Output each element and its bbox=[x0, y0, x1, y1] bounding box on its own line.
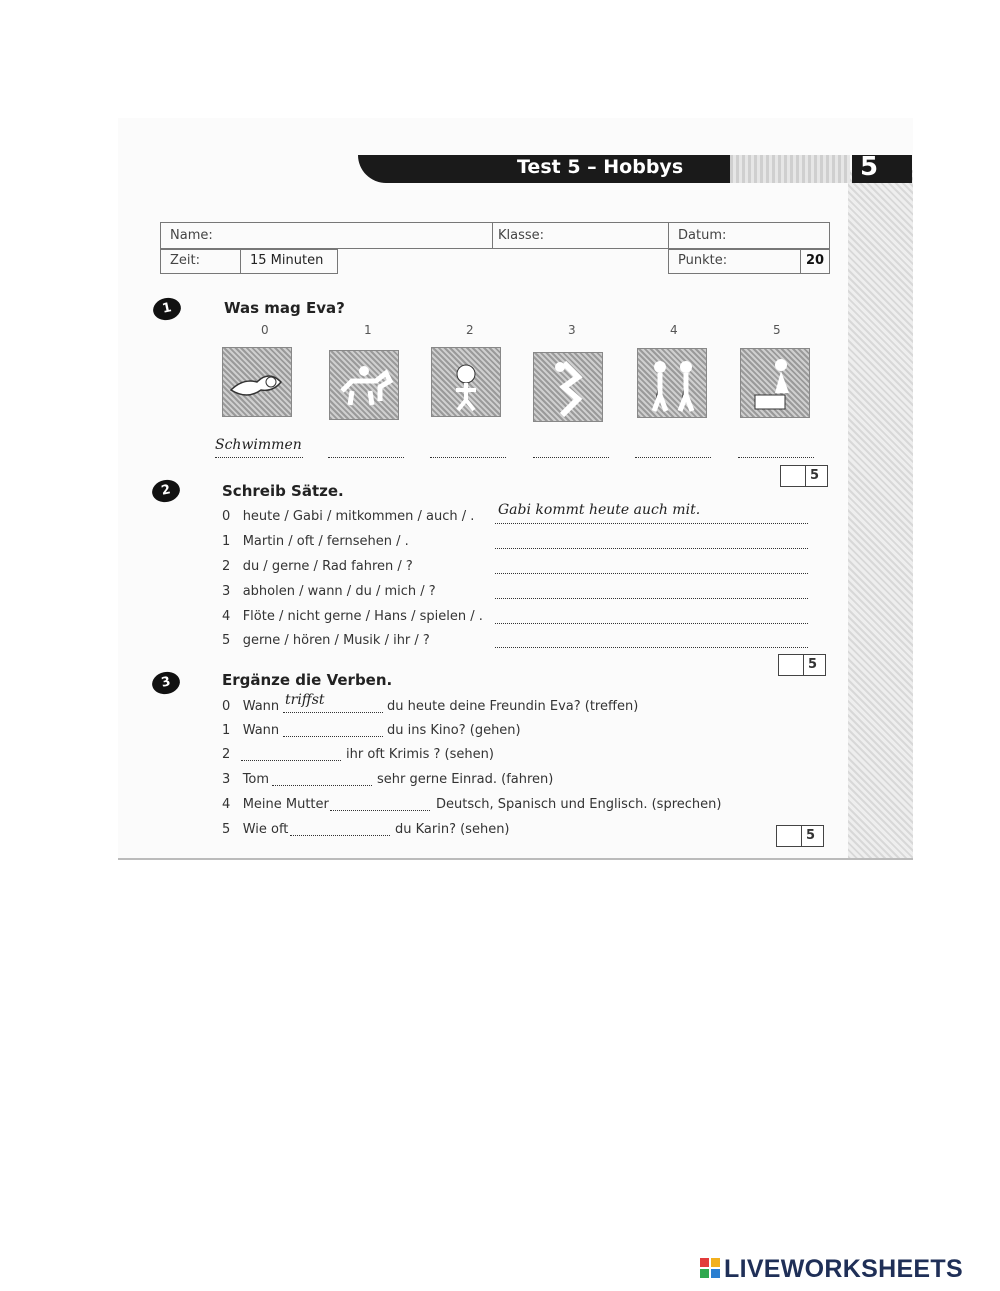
logo-mark-icon bbox=[700, 1258, 720, 1278]
sentence-answer-field-3[interactable] bbox=[495, 597, 808, 599]
answer-line bbox=[215, 456, 303, 458]
verb-item-rest: du ins Kino? (gehen) bbox=[387, 723, 521, 738]
verb-item-rest: Deutsch, Spanisch und Englisch. (sprechen) bbox=[436, 797, 722, 812]
verb-item: 4 Meine Mutter bbox=[222, 797, 329, 812]
verb-item-rest: du Karin? (sehen) bbox=[395, 822, 510, 837]
header-divider bbox=[800, 249, 801, 274]
verb-item: 3 Tom bbox=[222, 772, 270, 787]
sentence-item: 0 heute / Gabi / mitkommen / auch / . bbox=[222, 509, 475, 524]
column-number: 3 bbox=[568, 323, 576, 337]
column-number: 2 bbox=[466, 323, 474, 337]
verb-example-answer: triffst bbox=[285, 692, 325, 708]
page-title: Test 5 – Hobbys bbox=[517, 156, 684, 178]
verb-answer-field-5[interactable] bbox=[290, 834, 390, 836]
unit-number: 5 bbox=[852, 155, 912, 183]
verb-answer-field-4[interactable] bbox=[330, 809, 430, 811]
name-label: Name: bbox=[170, 228, 213, 243]
answer-line bbox=[495, 522, 808, 524]
exercise-2-title: Schreib Sätze. bbox=[222, 482, 344, 500]
datum-label: Datum: bbox=[678, 228, 727, 243]
verb-answer-field-1[interactable] bbox=[283, 735, 383, 737]
exercise-1-score: 5 bbox=[780, 465, 828, 487]
answer-field-3[interactable] bbox=[533, 456, 609, 458]
horse-riding-picture bbox=[329, 350, 399, 420]
header-row-1 bbox=[160, 222, 830, 249]
music-picture bbox=[431, 347, 501, 417]
verb-item: 0 Wann bbox=[222, 699, 280, 714]
sentence-example-answer: Gabi kommt heute auch mit. bbox=[498, 502, 701, 518]
swimming-picture bbox=[222, 347, 292, 417]
dancing-picture bbox=[533, 352, 603, 422]
sentence-item: 3 abholen / wann / du / mich / ? bbox=[222, 584, 436, 599]
exercise-2-score: 5 bbox=[778, 654, 826, 676]
exercise-1-number: 1 bbox=[151, 295, 183, 322]
sentence-item: 2 du / gerne / Rad fahren / ? bbox=[222, 559, 413, 574]
sentence-item: 5 gerne / hören / Musik / ihr / ? bbox=[222, 633, 430, 648]
answer-field-2[interactable] bbox=[430, 456, 506, 458]
cooking-picture bbox=[740, 348, 810, 418]
header-divider bbox=[240, 249, 241, 274]
sentence-item: 4 Flöte / nicht gerne / Hans / spielen / . bbox=[222, 609, 483, 624]
verb-item: 2 bbox=[222, 747, 231, 762]
zeit-label: Zeit: bbox=[170, 253, 200, 268]
exercise-1-title: Was mag Eva? bbox=[224, 299, 345, 317]
column-number: 0 bbox=[261, 323, 269, 337]
answer-line bbox=[283, 711, 383, 713]
exercise-3-score: 5 bbox=[776, 825, 824, 847]
column-number: 5 bbox=[773, 323, 781, 337]
header-divider bbox=[668, 222, 669, 249]
exercise-2-number: 2 bbox=[150, 477, 182, 504]
verb-item: 5 Wie oft bbox=[222, 822, 289, 837]
sentence-item: 1 Martin / oft / fernsehen / . bbox=[222, 534, 409, 549]
answer-field-4[interactable] bbox=[635, 456, 711, 458]
friends-picture bbox=[637, 348, 707, 418]
logo-text: LIVEWORKSHEETS bbox=[724, 1255, 963, 1283]
punkte-value: 20 bbox=[806, 253, 825, 268]
column-number: 1 bbox=[364, 323, 372, 337]
page-edge-shading bbox=[848, 170, 913, 858]
sentence-answer-field-1[interactable] bbox=[495, 547, 808, 549]
banner-pattern bbox=[730, 155, 850, 183]
answer-field-5[interactable] bbox=[738, 456, 814, 458]
klasse-label: Klasse: bbox=[498, 228, 545, 243]
verb-item-rest: du heute deine Freundin Eva? (treffen) bbox=[387, 699, 639, 714]
verb-item-rest: sehr gerne Einrad. (fahren) bbox=[377, 772, 554, 787]
header-divider bbox=[492, 222, 493, 249]
verb-item-rest: ihr oft Krimis ? (sehen) bbox=[346, 747, 494, 762]
verb-answer-field-3[interactable] bbox=[272, 784, 372, 786]
punkte-label: Punkte: bbox=[678, 253, 728, 268]
exercise-3-title: Ergänze die Verben. bbox=[222, 671, 393, 689]
column-number: 4 bbox=[670, 323, 678, 337]
example-answer: Schwimmen bbox=[215, 437, 302, 453]
exercise-3-number: 3 bbox=[150, 669, 182, 696]
zeit-value: 15 Minuten bbox=[250, 253, 324, 268]
verb-item: 1 Wann bbox=[222, 723, 280, 738]
verb-answer-field-2[interactable] bbox=[241, 759, 341, 761]
sentence-answer-field-4[interactable] bbox=[495, 622, 808, 624]
sentence-answer-field-2[interactable] bbox=[495, 572, 808, 574]
answer-field-1[interactable] bbox=[328, 456, 404, 458]
sentence-answer-field-5[interactable] bbox=[495, 646, 808, 648]
